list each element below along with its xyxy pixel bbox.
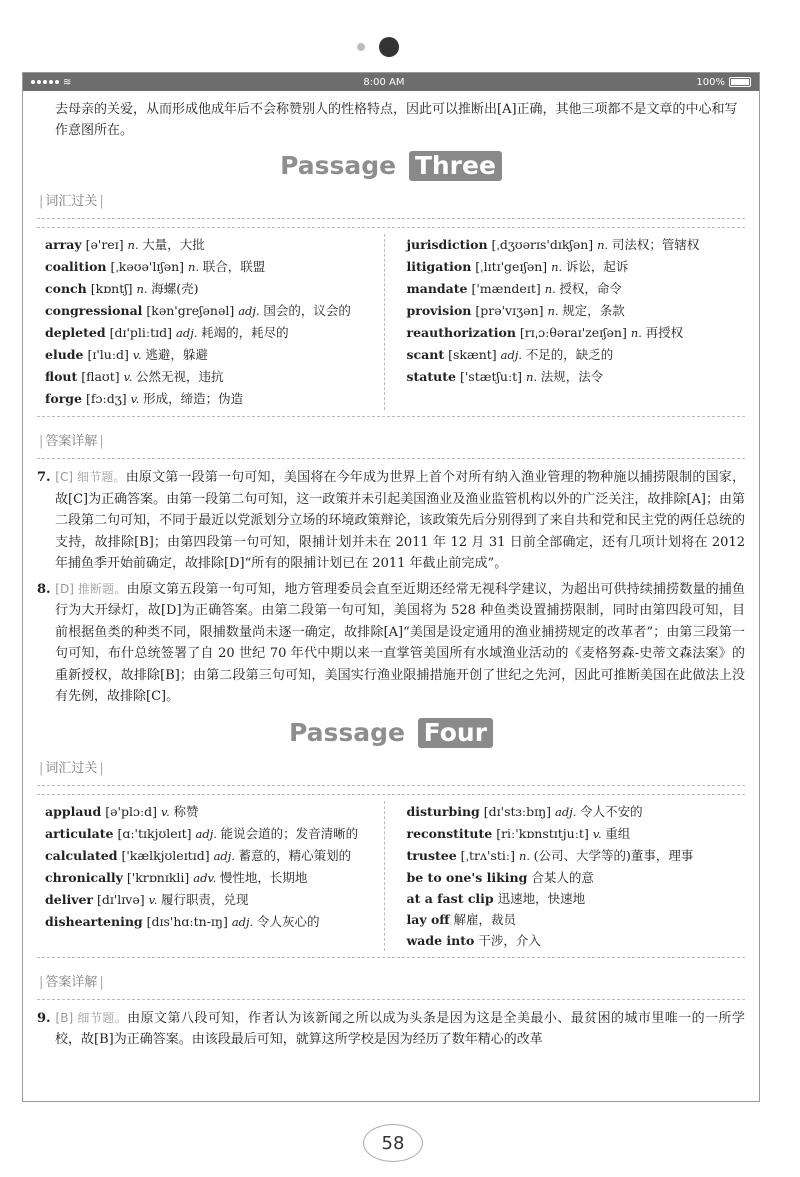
vocab-pos: v. (130, 392, 144, 406)
vocab-phonetic: [ˌdʒʊərɪs'dɪkʃən] (487, 237, 598, 252)
vocab-phonetic: [kɒntʃ] (86, 281, 137, 296)
vocab-word: conch (45, 281, 87, 296)
vocab-section-label: | 词汇过关 | (39, 194, 104, 209)
vocab-entry (407, 278, 738, 300)
vocab-entry (45, 388, 376, 410)
vocab-label-row (37, 187, 745, 219)
vocab-definition: 迅速地，快速地 (497, 890, 586, 906)
answer-section-label: | 答案详解 | (39, 434, 104, 449)
vocab-definition: 法规，法令 (540, 369, 604, 384)
vocab-word: mandate (406, 281, 468, 296)
vocab-phonetic: [ˌlɪtɪ'geɪʃən] (471, 259, 552, 274)
vocab-word: provision (406, 303, 472, 318)
vocab-word: wade into (406, 932, 475, 948)
vocab-entry (407, 256, 738, 278)
answer-type-tag: [D] 推断题。 (55, 581, 127, 596)
vocab-entry (407, 801, 738, 823)
signal-group (31, 77, 71, 88)
vocab-phonetic: [ɪ'luːd] (83, 347, 133, 362)
answer-number: 7. (37, 470, 56, 485)
vocab-phonetic: [ˌkəʊə'lɪʃən] (106, 259, 189, 274)
vocab-word: scant (406, 347, 445, 362)
vocab-column-left (37, 234, 384, 410)
vocab-entry (45, 256, 376, 278)
vocab-phonetic: [ə'plɔːd] (101, 803, 162, 819)
vocab-word: flout (45, 369, 78, 384)
vocab-entry (407, 300, 738, 322)
vocab-definition: 合某人的意 (531, 869, 594, 885)
vocab-entry (407, 322, 738, 344)
vocab-pos: adj. (213, 848, 239, 863)
answers-three (37, 467, 745, 708)
vocab-definition: 不足的，缺乏的 (525, 347, 614, 362)
vocab-definition: 再授权 (645, 325, 684, 340)
vocab-word: trustee (406, 847, 457, 863)
vocab-entry (45, 867, 376, 889)
vocab-word: reauthorization (406, 325, 516, 340)
vocab-entry (407, 909, 738, 930)
answer-text: 由原文第五段第一句可知，地方管理委员会直至近期还经常无视科学建议，为超出可供持续捕捞数量的捕鱼行为大开绿灯，故[D]为正确答案。由第二段第一句可知，美国将为 528 种鱼类设置捕捞限制，同时由第四段可知，目前根据鱼类的种类不同，限捕数量尚未逐一确定，故排除[A]“美国是设定通用的渔业捕捞规定的改革者”；由第三段第一句可知，布什总统签署了自 20 世纪 70 年代中期以来一直掌管美国所有水域渔业活动的《麦格努森-史蒂文森法案》的重新授权，故排除[B]；由第二段第三句可知，美国实行渔业限捕措施开创了世纪之先河，因此可推断美国在此做法上没有先例，故排除[C]。 (55, 581, 745, 704)
vocab-definition: 诉讼，起诉 (565, 259, 629, 274)
vocab-phonetic: [ɑː'tɪkjʊleɪt] (113, 825, 196, 841)
vocab-column-left (37, 801, 384, 951)
camera-dots (357, 37, 417, 61)
vocab-pos: n. (544, 282, 560, 296)
vocab-pos: n. (597, 238, 612, 252)
vocab-definition: 联合，联盟 (202, 259, 266, 274)
vocab-definition: 逃避，躲避 (145, 347, 208, 362)
vocab-phonetic: ['krɒnɪkli] (122, 869, 194, 885)
vocab-entry (407, 930, 738, 951)
battery-icon (729, 77, 751, 87)
vocab-word: disheartening (45, 913, 143, 929)
device-screen (22, 72, 760, 1102)
status-bar (23, 73, 759, 91)
vocab-pos: adj. (500, 348, 526, 362)
vocab-entry (407, 234, 738, 256)
vocab-definition: 重组 (605, 825, 631, 841)
vocab-pos: n. (526, 370, 541, 384)
vocab-pos: adj. (555, 804, 581, 819)
camera-lens (379, 37, 399, 57)
vocab-word: statute (406, 369, 456, 384)
vocab-entry (407, 867, 738, 888)
vocab-definition: 授权，命令 (559, 281, 622, 296)
vocab-entry (45, 823, 376, 845)
vocab-column-right (384, 801, 746, 951)
vocab-definition: 履行职责，兑现 (161, 891, 249, 907)
vocab-entry (407, 888, 738, 909)
vocab-label-row (37, 754, 745, 786)
vocab-phonetic: [rɪˌɔːθəraɪ'zeɪʃən] (515, 325, 631, 340)
vocab-pos: n. (188, 260, 203, 274)
answer-item (37, 579, 745, 708)
vocab-phonetic: ['stætʃuːt] (456, 369, 527, 384)
vocab-entry (45, 234, 376, 256)
passage-four-heading: Passage Four (37, 718, 745, 748)
vocab-pos: n. (127, 238, 143, 252)
battery-group (696, 77, 751, 88)
vocab-entry (45, 889, 376, 911)
vocab-pos: v. (592, 826, 606, 841)
vocab-word: lay off (406, 911, 450, 927)
vocab-phonetic: [dɪ'pliːtɪd] (105, 325, 176, 340)
vocab-phonetic: [riː'kɒnstɪtjuːt] (492, 825, 593, 841)
page-number: 58 (363, 1124, 423, 1162)
vocab-word: forge (45, 391, 82, 406)
page-content (23, 91, 759, 1051)
vocab-pos: adj. (231, 914, 257, 929)
vocab-entry (45, 845, 376, 867)
vocab-definition: 公然无视，违抗 (136, 369, 224, 384)
vocab-phonetic: [dɪ'lɪvə] (93, 891, 149, 907)
vocab-word: reconstitute (406, 825, 493, 841)
vocab-word: coalition (45, 259, 107, 274)
vocab-word: array (45, 237, 82, 252)
answer-label-row (37, 427, 745, 459)
answer-section-label: | 答案详解 | (39, 974, 104, 990)
vocab-pos: n. (630, 326, 646, 340)
vocab-phonetic: [skænt] (444, 347, 501, 362)
vocab-column-right (384, 234, 746, 410)
vocab-entry (407, 845, 738, 867)
vocab-word: depleted (45, 325, 106, 340)
vocab-definition: 令人灰心的 (256, 913, 320, 929)
vocab-word: deliver (45, 891, 93, 907)
vocab-entry (45, 911, 376, 933)
vocab-box-three (37, 227, 745, 417)
battery-percent: 100% (696, 76, 725, 88)
vocab-pos: adv. (193, 870, 220, 885)
indicator-dot (357, 43, 365, 51)
vocab-phonetic: [dɪs'hɑːtn-ɪŋ] (142, 913, 232, 929)
vocab-phonetic: ['mændeɪt] (467, 281, 545, 296)
vocab-pos: v. (161, 804, 174, 819)
vocab-phonetic: [fɔːdʒ] (82, 391, 131, 406)
vocab-definition: 规定，条款 (562, 303, 625, 318)
vocab-definition: (公司、大学等的)董事，理事 (533, 847, 694, 863)
vocab-entry (407, 823, 738, 845)
answer-type-tag: [B] 细节题。 (55, 1010, 128, 1025)
vocab-definition: 称赞 (173, 803, 199, 819)
vocab-phonetic: [ˌtrʌ'stiː] (456, 847, 519, 863)
vocab-definition: 形成，缔造；伪造 (143, 391, 244, 406)
vocab-pos: v. (123, 370, 137, 384)
vocab-entry (45, 322, 376, 344)
vocab-pos: adj. (175, 326, 202, 340)
vocab-definition: 国会的，议会的 (263, 303, 351, 318)
vocab-word: litigation (406, 259, 472, 274)
vocab-word: be to one's liking (406, 869, 528, 885)
answer-item (37, 1008, 745, 1051)
vocab-definition: 大量，大批 (142, 237, 205, 252)
vocab-definition: 司法权；管辖权 (611, 237, 700, 252)
answer-type-tag: [C] 细节题。 (55, 470, 126, 484)
vocab-entry (45, 801, 376, 823)
vocab-phonetic: [kən'greʃənəl] (142, 303, 239, 318)
vocab-section-label: | 词汇过关 | (39, 760, 104, 776)
vocab-phonetic: [prə'vɪʒən] (471, 303, 548, 318)
vocab-definition: 解雇，裁员 (453, 911, 517, 927)
vocab-pos: n. (518, 848, 534, 863)
vocab-entry (407, 344, 738, 366)
vocab-word: congressional (45, 303, 143, 318)
passage-three-heading: Passage Three (37, 151, 745, 181)
vocab-entry (45, 278, 376, 300)
intro-paragraph: 去母亲的关爱，从而形成他成年后不会称赞别人的性格特点，因此可以推断出[A]正确，其他三项都不是文章的中心和写作意图所在。 (55, 102, 738, 138)
vocab-phonetic: [flaʊt] (77, 369, 124, 384)
vocab-definition: 慢性地，长期地 (219, 869, 308, 885)
vocab-entry (407, 366, 738, 388)
vocab-phonetic: ['kælkjʊleɪtɪd] (117, 847, 214, 863)
vocab-pos: n. (551, 260, 566, 274)
vocab-definition: 能说会道的；发音清晰的 (220, 825, 359, 841)
vocab-definition: 耗竭的，耗尽的 (201, 325, 289, 340)
vocab-definition: 令人不安的 (580, 803, 643, 819)
vocab-phonetic: [ə'reɪ] (81, 237, 128, 252)
answer-item (37, 467, 745, 575)
vocab-word: applaud (45, 803, 102, 819)
vocab-entry (45, 366, 376, 388)
vocab-phonetic: [dɪ'stɜːbɪŋ] (479, 803, 555, 819)
answers-four (37, 1008, 745, 1051)
wifi-icon: ≋ (63, 76, 72, 88)
vocab-word: at a fast clip (406, 890, 494, 906)
status-time: 8:00 AM (363, 76, 405, 88)
vocab-word: calculated (45, 847, 118, 863)
vocab-word: jurisdiction (406, 237, 488, 252)
vocab-definition: 海螺(壳) (151, 281, 199, 296)
vocab-word: elude (45, 347, 84, 362)
vocab-pos: v. (148, 892, 162, 907)
vocab-word: chronically (45, 869, 123, 885)
vocab-definition: 蓄意的，精心策划的 (238, 847, 352, 863)
vocab-pos: n. (136, 282, 152, 296)
vocab-entry (45, 300, 376, 322)
answer-number: 9. (37, 1010, 56, 1026)
answer-text: 由原文第八段可知，作者认为该新闻之所以成为头条是因为这是全美最小、最贫困的城市里唯一的一所学校，故[B]为正确答案。由该段最后可知，就算这所学校是因为经历了数年精心的改革 (55, 1010, 745, 1047)
answer-label-row (37, 968, 745, 1000)
answer-number: 8. (37, 581, 56, 597)
vocab-pos: n. (547, 304, 563, 318)
vocab-definition: 干涉，介入 (478, 932, 541, 948)
vocab-word: disturbing (406, 803, 480, 819)
vocab-pos: adj. (238, 304, 264, 318)
answer-text: 由原文第一段第一句可知，美国将在今年成为世界上首个对所有纳入渔业管理的物种施以捕捞限制的国家，故[C]为正确答案。由第一段第二句可知，这一政策并未引起美国渔业及渔业监管机构以外的广泛关注，故排除[A]；由第二段第二句可知，不同于最近以党派划分立场的环境政策辩论，该政策先后分别得到了来自共和党和民主党的两任总统的支持，故排除[B]；由第四段第一句可知，限捕计划并未在 2011 年 12 月 31 日前全部确定，还有几项计划将在 2012 年捕鱼季开始前确定，故排除[D]“所有的限捕计划已在 2011 年截止前完成”。 (55, 470, 745, 571)
vocab-word: articulate (45, 825, 114, 841)
vocab-pos: adj. (195, 826, 221, 841)
vocab-pos: v. (132, 348, 146, 362)
vocab-box-four (37, 794, 745, 958)
signal-icon (31, 80, 59, 84)
vocab-entry (45, 344, 376, 366)
